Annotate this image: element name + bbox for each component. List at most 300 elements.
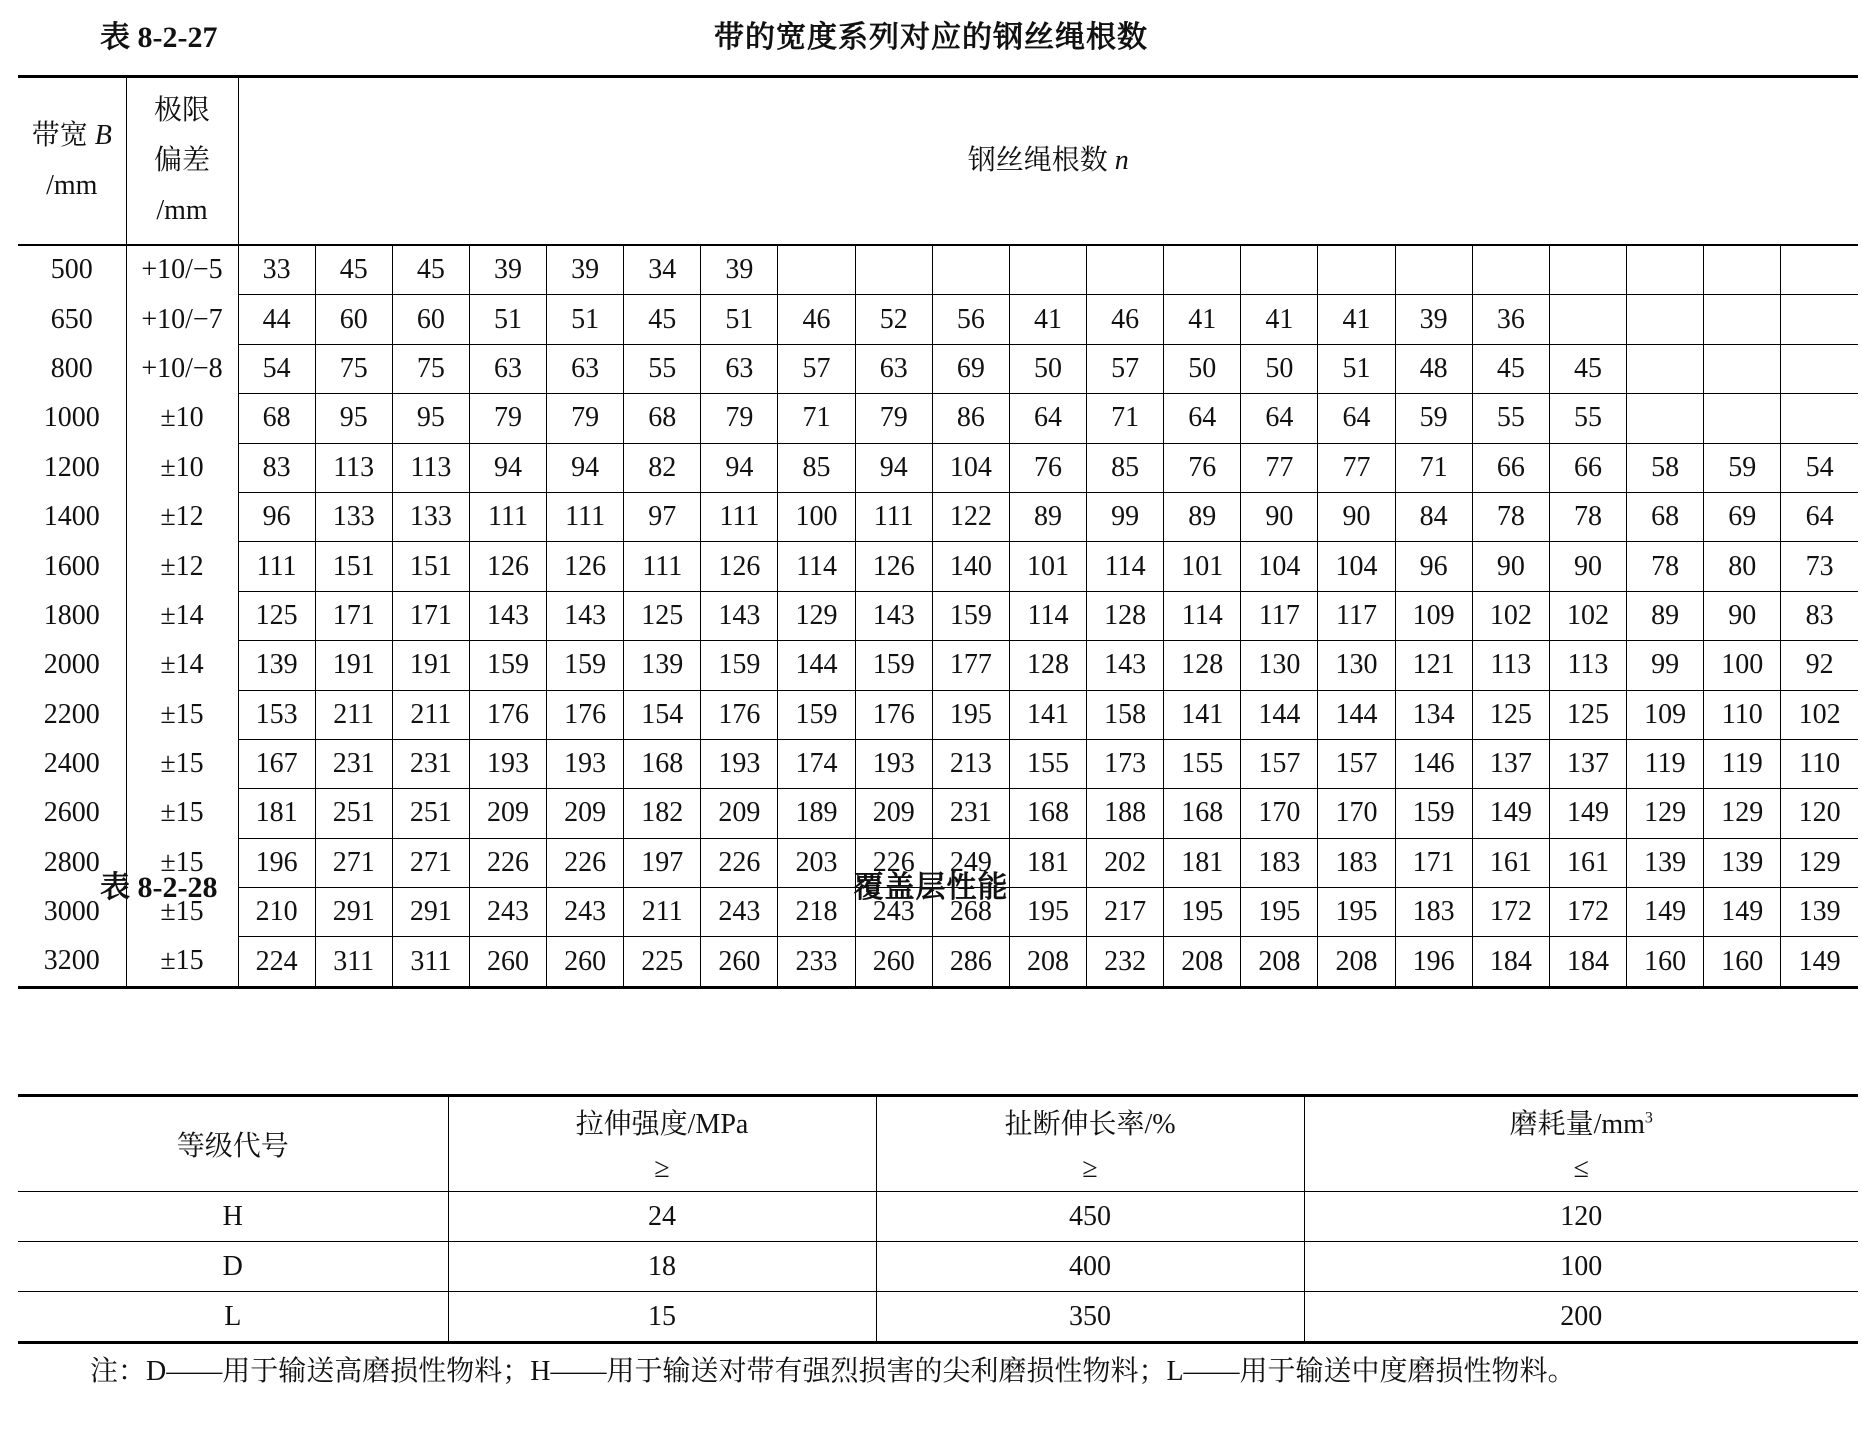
cord-count-cell: 176 — [547, 690, 624, 739]
grade-cell: H — [18, 1192, 448, 1242]
cord-count-cell: 149 — [1627, 888, 1704, 937]
cord-count-cell: 143 — [855, 591, 932, 640]
cord-count-cell: 44 — [238, 295, 315, 344]
table-row — [18, 492, 1858, 541]
cord-count-cell: 84 — [1395, 492, 1472, 541]
cord-count-cell: 113 — [315, 443, 392, 492]
cord-count-cell: 57 — [778, 344, 855, 393]
cord-count-cell — [1704, 394, 1781, 443]
wear-label: 磨耗量/mm — [1509, 1109, 1645, 1140]
deviation-cell: ±15 — [126, 888, 238, 937]
cord-count-cell: 57 — [1087, 344, 1164, 393]
cord-count-cell: 181 — [1009, 838, 1086, 887]
cord-count-cell: 159 — [1395, 789, 1472, 838]
table-row — [18, 690, 1858, 739]
cord-count-cell: 225 — [624, 937, 701, 987]
cord-count-cell: 260 — [469, 937, 546, 987]
cord-count-cell: 68 — [238, 394, 315, 443]
cord-count-cell: 217 — [1087, 888, 1164, 937]
cord-count-cell: 95 — [392, 394, 469, 443]
cord-count-cell: 173 — [1087, 739, 1164, 788]
cord-count-cell: 46 — [1087, 295, 1164, 344]
cord-count-cell: 226 — [469, 838, 546, 887]
cord-count-cell: 171 — [392, 591, 469, 640]
cord-count-cell: 195 — [1009, 888, 1086, 937]
elongation-symbol: ≥ — [876, 1147, 1304, 1192]
cord-count-cell: 243 — [701, 888, 778, 937]
cord-count-cell: 193 — [547, 739, 624, 788]
cord-count-cell: 128 — [1009, 641, 1086, 690]
cord-count-cell: 161 — [1549, 838, 1626, 887]
cord-count-cell: 128 — [1087, 591, 1164, 640]
cord-count-cell: 271 — [315, 838, 392, 887]
cord-count-cell: 50 — [1241, 344, 1318, 393]
deviation-cell: ±15 — [126, 937, 238, 987]
elong-cell: 400 — [876, 1242, 1304, 1292]
cord-count-cell: 41 — [1241, 295, 1318, 344]
cord-count-cell: 155 — [1009, 739, 1086, 788]
cord-count-cell: 159 — [547, 641, 624, 690]
cord-count-cell: 64 — [1009, 394, 1086, 443]
cord-count-cell: 177 — [932, 641, 1009, 690]
cord-count-cell: 95 — [315, 394, 392, 443]
cord-count-cell: 111 — [701, 492, 778, 541]
table-row — [18, 394, 1858, 443]
cord-count-cell: 120 — [1781, 789, 1858, 838]
cord-count-cell: 99 — [1627, 641, 1704, 690]
cord-count-cell: 176 — [701, 690, 778, 739]
cord-count-label: 钢丝绳根数 — [967, 145, 1108, 176]
cord-count-cell: 209 — [855, 789, 932, 838]
table-row — [18, 937, 1858, 987]
cord-count-cell: 63 — [701, 344, 778, 393]
cord-count-cell: 59 — [1704, 443, 1781, 492]
belt-width-cell: 500 — [18, 245, 126, 295]
table1-title: 带的宽度系列对应的钢丝绳根数 — [714, 21, 1148, 54]
cord-count-cell: 233 — [778, 937, 855, 987]
cord-count-cell: 111 — [547, 492, 624, 541]
cord-count-cell: 78 — [1549, 492, 1626, 541]
cord-count-cell — [1549, 295, 1626, 344]
cord-count-cell: 181 — [238, 789, 315, 838]
cord-count-cell: 71 — [778, 394, 855, 443]
table2-number: 表 8-2-28 — [100, 871, 218, 904]
cord-count-cell: 85 — [1087, 443, 1164, 492]
cord-count-cell: 144 — [1318, 690, 1395, 739]
cord-count-cell: 96 — [238, 492, 315, 541]
cord-count-cell: 111 — [469, 492, 546, 541]
cord-count-cell: 125 — [238, 591, 315, 640]
cord-count-cell: 153 — [238, 690, 315, 739]
table-row — [18, 344, 1858, 393]
cord-count-cell: 99 — [1087, 492, 1164, 541]
cord-count-cell — [1549, 245, 1626, 295]
cord-count-cell: 45 — [1549, 344, 1626, 393]
cord-count-cell: 188 — [1087, 789, 1164, 838]
cord-count-cell: 193 — [701, 739, 778, 788]
cord-count-cell: 66 — [1549, 443, 1626, 492]
cord-count-cell: 69 — [932, 344, 1009, 393]
cord-count-cell: 195 — [1164, 888, 1241, 937]
tensile-header: 拉伸强度/MPa — [448, 1096, 876, 1148]
cord-count-cell: 151 — [392, 542, 469, 591]
cord-count-cell: 50 — [1009, 344, 1086, 393]
cord-count-cell: 181 — [1164, 838, 1241, 887]
cord-count-cell: 226 — [701, 838, 778, 887]
cord-count-cell: 146 — [1395, 739, 1472, 788]
cord-count-cell: 109 — [1627, 690, 1704, 739]
elong-cell: 450 — [876, 1192, 1304, 1242]
cord-count-cell: 176 — [855, 690, 932, 739]
cord-count-cell: 231 — [315, 739, 392, 788]
wear-header — [1304, 1096, 1858, 1148]
grade-cell: D — [18, 1242, 448, 1292]
cord-count-cell: 129 — [778, 591, 855, 640]
cord-count-cell: 170 — [1318, 789, 1395, 838]
cord-count-cell: 213 — [932, 739, 1009, 788]
cord-count-cell: 143 — [547, 591, 624, 640]
cord-count-cell: 114 — [1164, 591, 1241, 640]
cord-count-cell: 104 — [1318, 542, 1395, 591]
cord-count-cell: 129 — [1704, 789, 1781, 838]
cord-count-cell — [1781, 295, 1858, 344]
cord-count-cell: 45 — [1472, 344, 1549, 393]
cord-count-cell — [1164, 245, 1241, 295]
tensile-cell: 24 — [448, 1192, 876, 1242]
cord-count-cell: 159 — [701, 641, 778, 690]
cord-count-cell: 41 — [1318, 295, 1395, 344]
cord-count-cell: 77 — [1318, 443, 1395, 492]
cord-count-cell: 39 — [547, 245, 624, 295]
cord-count-cell: 168 — [1164, 789, 1241, 838]
cord-count-cell: 211 — [624, 888, 701, 937]
cord-count-cell: 144 — [1241, 690, 1318, 739]
cord-count-cell: 68 — [1627, 492, 1704, 541]
cord-count-cell: 34 — [624, 245, 701, 295]
cord-count-cell: 39 — [701, 245, 778, 295]
grade-cell: L — [18, 1292, 448, 1343]
belt-width-var: B — [94, 120, 112, 151]
cord-count-cell: 260 — [701, 937, 778, 987]
cord-count-cell: 80 — [1704, 542, 1781, 591]
elongation-header: 扯断伸长率/% — [876, 1096, 1304, 1148]
cord-count-cell: 251 — [315, 789, 392, 838]
cord-count-cell: 86 — [932, 394, 1009, 443]
cord-count-cell: 154 — [624, 690, 701, 739]
cord-count-cell: 113 — [1549, 641, 1626, 690]
cord-count-cell: 64 — [1781, 492, 1858, 541]
cord-count-cell: 189 — [778, 789, 855, 838]
cord-count-cell: 128 — [1164, 641, 1241, 690]
cord-count-cell: 83 — [1781, 591, 1858, 640]
cord-count-cell: 160 — [1704, 937, 1781, 987]
cord-count-cell: 226 — [855, 838, 932, 887]
cord-count-cell: 79 — [469, 394, 546, 443]
cord-count-cell: 126 — [547, 542, 624, 591]
cord-count-cell: 209 — [469, 789, 546, 838]
table2-title: 覆盖层性能 — [853, 871, 1009, 904]
cord-count-cell: 75 — [315, 344, 392, 393]
cord-count-cell: 231 — [392, 739, 469, 788]
cord-count-cell: 71 — [1395, 443, 1472, 492]
deviation-header — [126, 77, 238, 246]
deviation-cell: ±14 — [126, 641, 238, 690]
deviation-cell: ±15 — [126, 838, 238, 887]
belt-width-cell: 1600 — [18, 542, 126, 591]
cord-count-cell: 209 — [547, 789, 624, 838]
cord-count-cell: 260 — [855, 937, 932, 987]
cord-count-cell: 151 — [315, 542, 392, 591]
cord-count-cell: 143 — [1087, 641, 1164, 690]
cord-count-cell: 110 — [1704, 690, 1781, 739]
cord-count-cell: 172 — [1472, 888, 1549, 937]
cord-count-cell — [1009, 245, 1086, 295]
table-row — [18, 591, 1858, 640]
table-row — [18, 542, 1858, 591]
cord-count-cell: 170 — [1241, 789, 1318, 838]
belt-width-cell: 2000 — [18, 641, 126, 690]
belt-width-cell: 2200 — [18, 690, 126, 739]
deviation-cell: +10/−8 — [126, 344, 238, 393]
cord-count-cell: 184 — [1472, 937, 1549, 987]
cord-count-cell: 79 — [701, 394, 778, 443]
cord-count-cell: 243 — [855, 888, 932, 937]
cord-count-cell: 208 — [1164, 937, 1241, 987]
cord-count-cell: 243 — [469, 888, 546, 937]
cord-count-cell: 89 — [1627, 591, 1704, 640]
deviation-label-2: 偏差 — [153, 145, 210, 176]
cord-count-cell: 117 — [1241, 591, 1318, 640]
cord-count-cell: 121 — [1395, 641, 1472, 690]
cord-count-cell: 260 — [547, 937, 624, 987]
cord-count-cell: 157 — [1241, 739, 1318, 788]
steel-cord-count-table — [18, 75, 1858, 989]
cord-count-var: n — [1114, 145, 1129, 176]
cord-count-cell: 58 — [1627, 443, 1704, 492]
wear-sup: 3 — [1644, 1109, 1653, 1127]
cord-count-cell: 78 — [1627, 542, 1704, 591]
cord-count-cell: 56 — [932, 295, 1009, 344]
cord-count-cell: 134 — [1395, 690, 1472, 739]
table-row — [18, 443, 1858, 492]
deviation-label-1: 极限 — [153, 95, 210, 126]
cord-count-header — [238, 77, 1858, 246]
cord-count-cell: 69 — [1704, 492, 1781, 541]
cord-count-cell: 97 — [624, 492, 701, 541]
cord-count-cell: 125 — [1549, 690, 1626, 739]
elong-cell: 350 — [876, 1292, 1304, 1343]
cord-count-cell: 311 — [392, 937, 469, 987]
cord-count-cell: 291 — [392, 888, 469, 937]
belt-width-cell: 2600 — [18, 789, 126, 838]
cord-count-cell: 48 — [1395, 344, 1472, 393]
cord-count-cell: 77 — [1241, 443, 1318, 492]
cord-count-cell: 54 — [238, 344, 315, 393]
table-row — [18, 789, 1858, 838]
wear-cell: 100 — [1304, 1242, 1858, 1292]
cord-count-cell: 114 — [778, 542, 855, 591]
cord-count-cell — [1781, 344, 1858, 393]
cord-count-cell: 55 — [624, 344, 701, 393]
cord-count-cell: 89 — [1164, 492, 1241, 541]
cord-count-cell — [778, 245, 855, 295]
cord-count-cell: 195 — [932, 690, 1009, 739]
grade-header: 等级代号 — [18, 1096, 448, 1192]
cord-count-cell: 193 — [469, 739, 546, 788]
belt-width-cell: 2400 — [18, 739, 126, 788]
cord-count-cell: 114 — [1087, 542, 1164, 591]
cord-count-cell: 55 — [1472, 394, 1549, 443]
cord-count-cell: 41 — [1164, 295, 1241, 344]
cord-count-cell: 113 — [1472, 641, 1549, 690]
deviation-cell: ±14 — [126, 591, 238, 640]
cord-count-cell — [1627, 245, 1704, 295]
table2-note: 注：D——用于输送高磨损性物料；H——用于输送对带有强烈损害的尖利磨损性物料；L——用于输送中度磨损性物料。 — [90, 1356, 1576, 1387]
cord-count-cell: 45 — [624, 295, 701, 344]
cord-count-cell: 60 — [315, 295, 392, 344]
cord-count-cell: 94 — [547, 443, 624, 492]
cord-count-cell: 251 — [392, 789, 469, 838]
cord-count-cell — [1704, 295, 1781, 344]
cord-count-cell: 117 — [1318, 591, 1395, 640]
cord-count-cell: 196 — [238, 838, 315, 887]
cord-count-cell: 41 — [1009, 295, 1086, 344]
belt-width-cell: 1200 — [18, 443, 126, 492]
cord-count-cell — [1781, 245, 1858, 295]
cord-count-cell: 73 — [1781, 542, 1858, 591]
cord-count-cell: 149 — [1704, 888, 1781, 937]
cord-count-cell: 133 — [392, 492, 469, 541]
cord-count-cell: 159 — [469, 641, 546, 690]
cord-count-cell: 129 — [1781, 838, 1858, 887]
cord-count-cell: 102 — [1472, 591, 1549, 640]
cord-count-cell: 126 — [701, 542, 778, 591]
cord-count-cell: 149 — [1781, 937, 1858, 987]
table2-body — [18, 1192, 1858, 1343]
cord-count-cell: 100 — [1704, 641, 1781, 690]
cord-count-cell: 291 — [315, 888, 392, 937]
cord-count-cell — [1087, 245, 1164, 295]
cord-count-cell: 94 — [469, 443, 546, 492]
cord-count-cell — [1781, 394, 1858, 443]
cord-count-cell: 111 — [624, 542, 701, 591]
cord-count-cell: 243 — [547, 888, 624, 937]
cord-count-cell: 160 — [1627, 937, 1704, 987]
cord-count-cell: 63 — [469, 344, 546, 393]
cord-count-cell: 45 — [315, 245, 392, 295]
cord-count-cell: 191 — [392, 641, 469, 690]
tensile-cell: 18 — [448, 1242, 876, 1292]
cord-count-cell: 46 — [778, 295, 855, 344]
cord-count-cell: 196 — [1395, 937, 1472, 987]
cord-count-cell: 39 — [469, 245, 546, 295]
cord-count-cell: 90 — [1241, 492, 1318, 541]
cord-count-cell: 143 — [469, 591, 546, 640]
cord-count-cell: 139 — [238, 641, 315, 690]
deviation-cell: ±10 — [126, 394, 238, 443]
deviation-cell: ±15 — [126, 690, 238, 739]
cord-count-cell: 90 — [1318, 492, 1395, 541]
cord-count-cell: 119 — [1627, 739, 1704, 788]
cord-count-cell: 208 — [1009, 937, 1086, 987]
cord-count-cell: 54 — [1781, 443, 1858, 492]
cord-count-cell: 171 — [1395, 838, 1472, 887]
cord-count-cell: 195 — [1241, 888, 1318, 937]
wear-cell: 120 — [1304, 1192, 1858, 1242]
cord-count-cell — [932, 245, 1009, 295]
cord-count-cell: 149 — [1472, 789, 1549, 838]
cord-count-cell: 161 — [1472, 838, 1549, 887]
cord-count-cell: 139 — [624, 641, 701, 690]
cord-count-cell: 218 — [778, 888, 855, 937]
deviation-unit: /mm — [156, 195, 208, 226]
cord-count-cell: 75 — [392, 344, 469, 393]
cord-count-cell: 111 — [855, 492, 932, 541]
cord-count-cell: 39 — [1395, 295, 1472, 344]
table1-caption — [0, 18, 1862, 58]
cord-count-cell: 249 — [932, 838, 1009, 887]
cord-count-cell — [1472, 245, 1549, 295]
cord-count-cell: 125 — [1472, 690, 1549, 739]
cord-count-cell: 141 — [1009, 690, 1086, 739]
cord-count-cell: 64 — [1241, 394, 1318, 443]
table-row — [18, 1292, 1858, 1343]
cord-count-cell: 50 — [1164, 344, 1241, 393]
cord-count-cell: 184 — [1549, 937, 1626, 987]
cord-count-cell: 59 — [1395, 394, 1472, 443]
cord-count-cell: 51 — [547, 295, 624, 344]
cord-count-cell: 155 — [1164, 739, 1241, 788]
cord-count-cell — [1704, 344, 1781, 393]
cord-count-cell: 143 — [701, 591, 778, 640]
cord-count-cell: 113 — [392, 443, 469, 492]
belt-width-unit: /mm — [46, 170, 98, 201]
cord-count-cell: 85 — [778, 443, 855, 492]
deviation-cell: +10/−5 — [126, 245, 238, 295]
cord-count-cell: 159 — [855, 641, 932, 690]
cord-count-cell: 66 — [1472, 443, 1549, 492]
cord-count-cell: 76 — [1009, 443, 1086, 492]
wear-cell: 200 — [1304, 1292, 1858, 1343]
cord-count-cell: 82 — [624, 443, 701, 492]
cord-count-cell: 268 — [932, 888, 1009, 937]
cord-count-cell: 71 — [1087, 394, 1164, 443]
cord-count-cell: 79 — [855, 394, 932, 443]
cord-count-cell: 78 — [1472, 492, 1549, 541]
cord-count-cell: 139 — [1704, 838, 1781, 887]
cord-count-cell: 110 — [1781, 739, 1858, 788]
cord-count-cell: 101 — [1009, 542, 1086, 591]
cord-count-cell: 125 — [624, 591, 701, 640]
cord-count-cell: 102 — [1549, 591, 1626, 640]
cord-count-cell: 168 — [1009, 789, 1086, 838]
cord-count-cell — [1627, 394, 1704, 443]
tensile-cell: 15 — [448, 1292, 876, 1343]
cord-count-cell: 193 — [855, 739, 932, 788]
cord-count-cell — [1241, 245, 1318, 295]
cord-count-cell: 286 — [932, 937, 1009, 987]
cord-count-cell: 63 — [547, 344, 624, 393]
cord-count-cell: 90 — [1704, 591, 1781, 640]
cord-count-cell — [1627, 295, 1704, 344]
belt-width-cell: 650 — [18, 295, 126, 344]
cord-count-cell: 79 — [547, 394, 624, 443]
cord-count-cell: 126 — [855, 542, 932, 591]
cord-count-cell: 211 — [315, 690, 392, 739]
cord-count-cell: 102 — [1781, 690, 1858, 739]
cord-count-cell: 64 — [1318, 394, 1395, 443]
cord-count-cell: 119 — [1704, 739, 1781, 788]
